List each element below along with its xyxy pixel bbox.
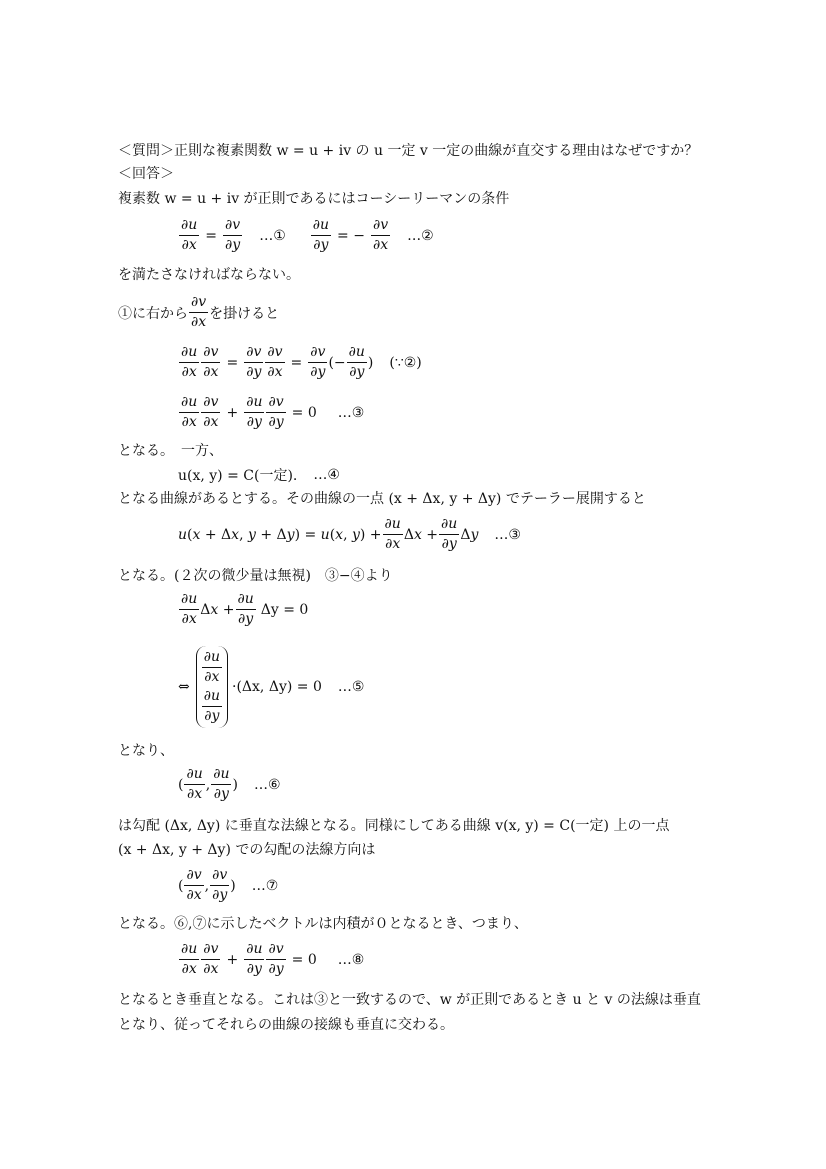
equation-tag-3: …③ — [337, 404, 365, 421]
equation-tag-2: …② — [407, 227, 434, 244]
because-note: (∵②) — [389, 354, 422, 371]
paragraph-inner-product: となる。⑥,⑦に示したベクトルは内積が０となるとき、つまり、 — [118, 916, 528, 932]
gradient-vector: $\frac{\partial u}{\partial x}$ $\frac{\partial u}{\partial y}$ — [196, 646, 228, 728]
equation-4 — [178, 465, 340, 485]
paragraph-normal-direction: (x + Δx, y + Δy) での勾配の法線方向は — [118, 842, 376, 858]
equation-8: $\frac{\partial u}{\partial x}$ $\frac{\partial v}{\partial x}$ + $\frac{\partial u}{\partial y}$ $\frac{\partial v}{\partial y}$ = 0 …⑧ — [181, 941, 365, 977]
fraction: $\frac{\partial v}{\partial y}$ — [225, 217, 241, 253]
paragraph-multiply-post: を掛けると — [209, 305, 280, 322]
equation-5: ⇔ $\frac{\partial u}{\partial x}$ $\frac{\partial u}{\partial y}$ ·(Δx, Δy) = 0 …⑤ — [178, 646, 364, 728]
equation-tag-5: …⑤ — [337, 679, 365, 695]
equation-6: ( $\frac{\partial u}{\partial x}$ , $\frac{\partial u}{\partial y}$ ) …⑥ — [178, 766, 281, 802]
paragraph-becomes: となり、 — [118, 743, 174, 759]
question-text: ＜質問＞正則な複素関数 w = u + iv の u 一定 v 一定の曲線が直交する理由はなぜですか？ — [118, 143, 699, 159]
paragraph-multiply — [118, 293, 279, 332]
fraction: $\frac{\partial v}{\partial x}$ — [191, 294, 207, 330]
equation-gradient-zero: $\frac{\partial u}{\partial x}$ Δx + $\frac{\partial u}{\partial y}$ Δy = 0 — [181, 591, 309, 627]
equation-5-tail: ·(Δx, Δy) = 0 — [232, 679, 322, 695]
paragraph-must-satisfy: を満たさなければならない。 — [118, 267, 300, 283]
paragraph-ignore-second-order: となる。(２次の微少量は無視) ③−④より — [118, 568, 393, 584]
paragraph-conclusion-2: となり、従ってそれらの曲線の接線も垂直に交わる。 — [118, 1017, 454, 1033]
equation-tag-8: …⑧ — [337, 951, 365, 968]
equation-tag-taylor: …③ — [494, 526, 521, 543]
paragraph-cauchy-riemann: 複素数 w = u + iv が正則であるにはコーシーリーマンの条件 — [118, 191, 510, 207]
paragraph-normal-line: は勾配 (Δx, Δy) に垂直な法線となる。同様にしてある曲線 v(x, y) = C(一定) 上の一点 — [118, 818, 670, 834]
equation-cauchy-riemann: $\frac{\partial u}{\partial x}$ = $\frac{\partial v}{\partial y}$ …① $\frac{\partial u}{\partial y}$ = − $\frac{\partial v}{\partial x}$ …② — [181, 217, 434, 253]
equation-3: $\frac{\partial u}{\partial x}$ $\frac{\partial v}{\partial x}$ + $\frac{\partial u}{\partial y}$ $\frac{\partial v}{\partial y}$ = 0 …③ — [181, 394, 365, 430]
equation-taylor: u(x + Δx, y + Δy) = u(x, y) + $\frac{\partial u}{\partial x}$ Δx + $\frac{\partial u}{\partial y}$ Δy …③ — [178, 516, 521, 552]
equation-7: ( $\frac{\partial v}{\partial x}$ , $\frac{\partial v}{\partial y}$ ) …⑦ — [178, 867, 279, 903]
equation-4-text: u(x, y) = C(一定). — [178, 468, 298, 484]
equation-tag-6: …⑥ — [253, 776, 281, 793]
fraction: $\frac{\partial u}{\partial y}$ — [312, 217, 330, 253]
equation-tag-1: …① — [259, 227, 286, 244]
paragraph-on-the-other-hand: となる。 一方、 — [118, 443, 223, 459]
equation-gradient-zero-tail: Δy = 0 — [260, 601, 309, 618]
equation-product: $\frac{\partial u}{\partial x}$ $\frac{\partial v}{\partial x}$ = $\frac{\partial v}{\partial y}$ $\frac{\partial v}{\partial x}$ = $\frac{\partial v}{\partial y}$ (− $\frac{\partial u}{\partial y}$ ) (∵②) — [181, 344, 422, 380]
paragraph-taylor: となる曲線があるとする。その曲線の一点 (x + Δx, y + Δy) でテーラー展開すると — [118, 491, 646, 507]
fraction: $\frac{\partial v}{\partial x}$ — [372, 217, 389, 253]
equation-tag-4: …④ — [313, 467, 340, 483]
paragraph-conclusion-1: となるとき垂直となる。これは③と一致するので、w が正則であるとき u と v の法線は垂直 — [118, 992, 701, 1008]
paragraph-multiply-pre: ①に右から — [118, 305, 188, 322]
equation-tag-7: …⑦ — [251, 877, 279, 894]
answer-heading: ＜回答＞ — [118, 166, 174, 182]
fraction: $\frac{\partial u}{\partial x}$ — [181, 217, 198, 253]
